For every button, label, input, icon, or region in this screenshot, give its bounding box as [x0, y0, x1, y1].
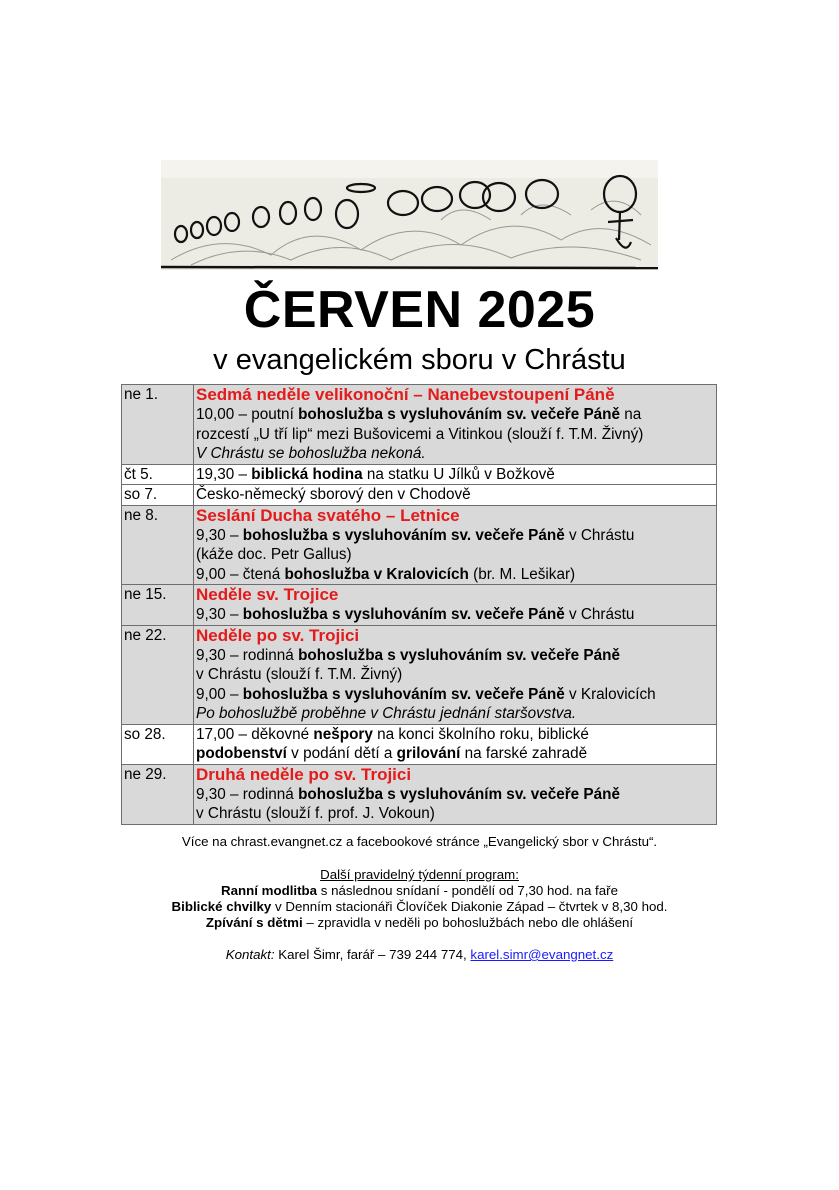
program-line: Zpívání s dětmi – zpravidla v neděli po bohoslužbách nebo dle ohlášení [205, 915, 634, 930]
row-date: čt 5. [122, 464, 194, 485]
row-date: so 28. [122, 724, 194, 764]
row-content: 19,30 – biblická hodina na statku U Jílků v Božkově [194, 464, 717, 485]
table-row [122, 485, 717, 506]
row-heading: Neděle po sv. Trojici [196, 625, 360, 645]
row-content: 17,00 – děkovné nešpory na konci školního roku, biblické podobenství v podání dětí a grilování na farské zahradě [194, 724, 717, 764]
row-date: ne 29. [122, 764, 194, 824]
row-date: ne 15. [122, 585, 194, 626]
row-content: Druhá neděle po sv. Trojici 9,30 – rodinná bohoslužba s vysluhováním sv. večeře Páně v Chrástu (slouží f. prof. J. Vokoun) [194, 764, 717, 824]
more-info-text: Více na chrast.evangnet.cz a facebookové stránce „Evangelický sbor v Chrástu“. [181, 834, 658, 849]
table-row [122, 505, 717, 585]
row-heading: Seslání Ducha svatého – Letnice [196, 505, 460, 525]
program-line: Ranní modlitba s následnou snídaní - pondělí od 7,30 hod. na faře [221, 883, 618, 898]
table-row [122, 625, 717, 724]
table-row [122, 385, 717, 465]
table-row [122, 724, 717, 764]
header-drawing [161, 160, 658, 270]
row-date: ne 1. [122, 385, 194, 465]
row-content: Česko-německý sborový den v Chodově [194, 485, 717, 506]
row-content: Neděle po sv. Trojici 9,30 – rodinná bohoslužba s vysluhováním sv. večeře Páně v Chrástu (slouží f. T.M. Živný) 9,00 – bohoslužba s vysluhováním sv. večeře Páně v Kralovicích Po bohoslužbě proběhne v Chrástu jednání staršovstva. [194, 625, 717, 724]
table-row [122, 764, 717, 824]
row-date: ne 8. [122, 505, 194, 585]
row-content: Sedmá neděle velikonoční – Nanebevstoupení Páně 10,00 – poutní bohoslužba s vysluhováním sv. večeře Páně na rozcestí „U tří lip“ mezi Bušovicemi a Vitinkou (slouží f. T.M. Živný) V Chrástu se bohoslužba nekoná. [194, 385, 717, 465]
row-date: ne 22. [122, 625, 194, 724]
page-title: ČERVEN 2025 [243, 281, 596, 339]
contact-line: Kontakt: Karel Šimr, farář – 739 244 774, karel.simr@evangnet.cz [225, 947, 614, 962]
row-content: Seslání Ducha svatého – Letnice 9,30 – bohoslužba s vysluhováním sv. večeře Páně v Chrástu (káže doc. Petr Gallus) 9,00 – čtená bohoslužba v Kralovicích (br. M. Lešikar) [194, 505, 717, 585]
row-heading: Neděle sv. Trojice [196, 585, 339, 604]
schedule-table [121, 384, 717, 825]
table-row [122, 464, 717, 485]
program-line: Biblické chvilky v Denním stacionáři Človíček Diakonie Západ – čtvrtek v 8,30 hod. [171, 899, 668, 914]
row-heading: Druhá neděle po sv. Trojici [196, 764, 412, 784]
program-heading: Další pravidelný týdenní program: [320, 867, 519, 882]
email-link[interactable]: karel.simr@evangnet.cz [470, 947, 614, 962]
row-date: so 7. [122, 485, 194, 506]
row-content: Neděle sv. Trojice 9,30 – bohoslužba s vysluhováním sv. večeře Páně v Chrástu [194, 585, 717, 626]
page-subtitle: v evangelickém sboru v Chrástu [213, 344, 626, 376]
row-heading: Sedmá neděle velikonoční – Nanebevstoupení Páně [196, 385, 615, 404]
table-row [122, 585, 717, 626]
